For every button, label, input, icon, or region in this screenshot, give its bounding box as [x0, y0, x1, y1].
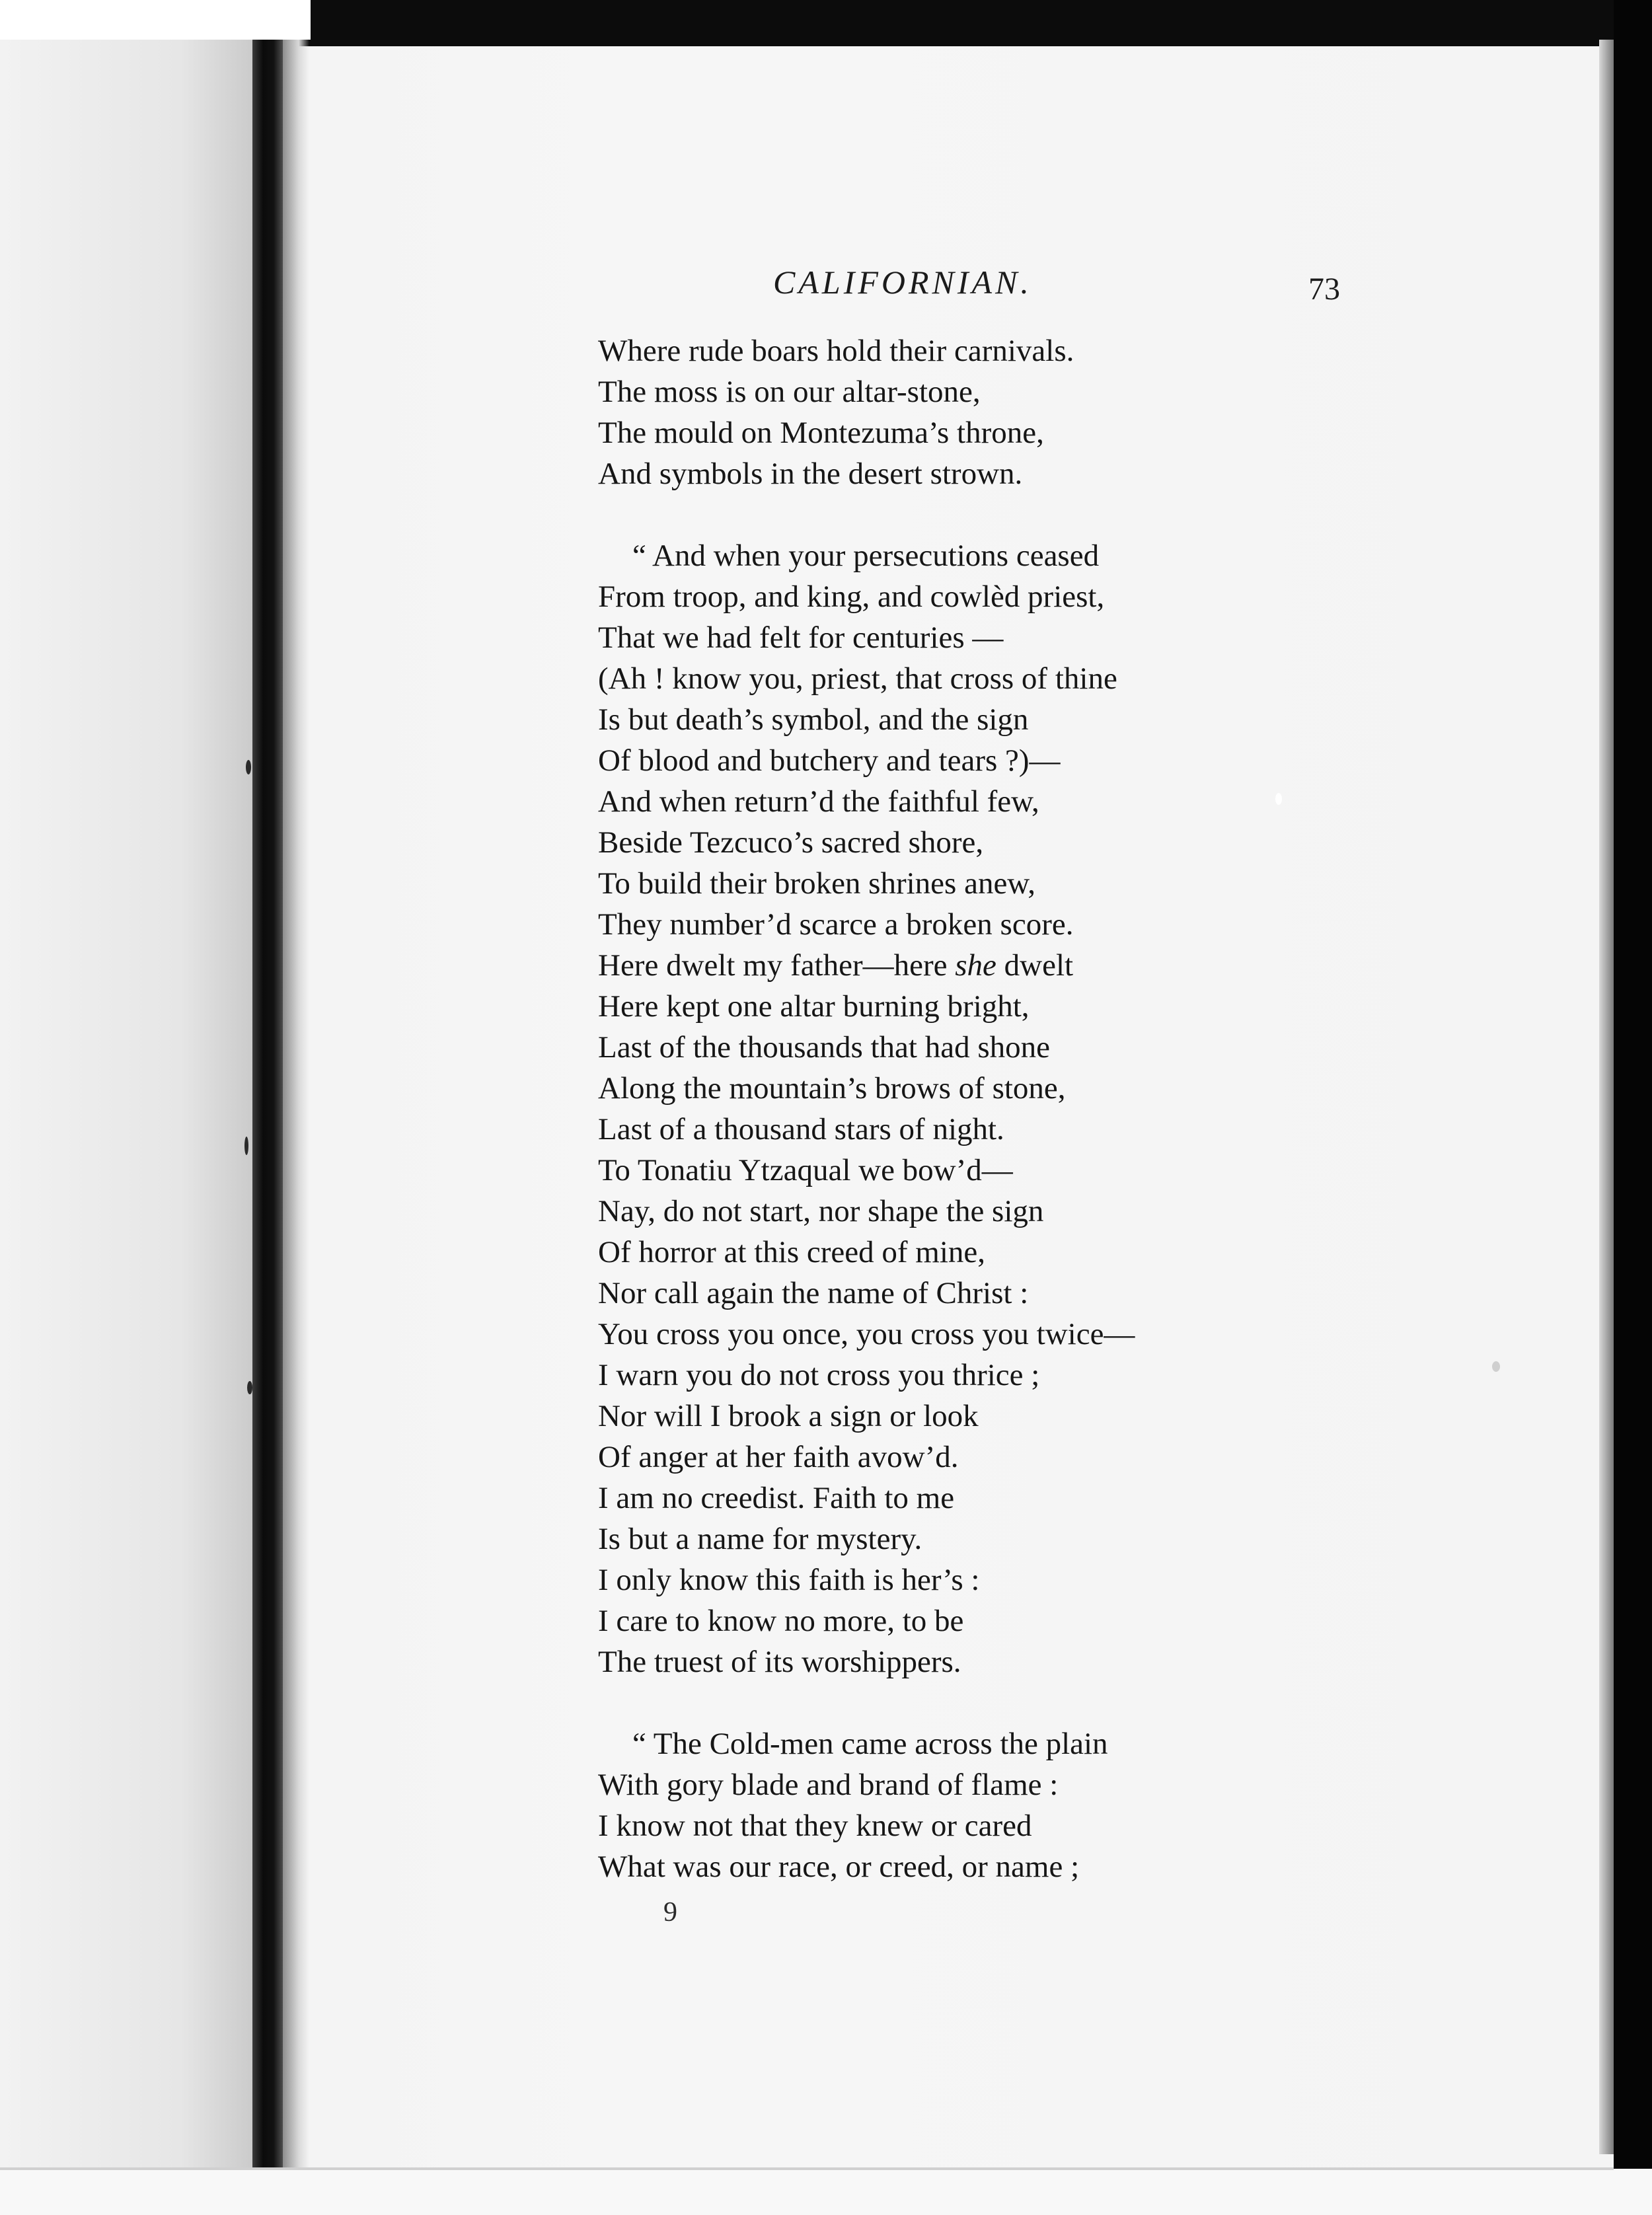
poem-line: I care to know no more, to be: [598, 1604, 964, 1638]
poem-line: And when return’d the faithful few,: [598, 784, 1039, 819]
stanza: [598, 535, 1272, 1682]
poem-line: The moss is on our altar-stone,: [598, 375, 981, 409]
poem-line: Last of the thousands that had shone: [598, 1030, 1050, 1065]
poem-line: I am no creedist. Faith to me: [598, 1481, 955, 1515]
poem-line: The mould on Montezuma’s throne,: [598, 416, 1044, 450]
poem-line: “ And when your persecutions ceased: [632, 539, 1100, 573]
poem-line: [598, 945, 1272, 986]
poem-line: Last of a thousand stars of night.: [598, 1112, 1004, 1146]
scan-right-border: [1614, 0, 1652, 2215]
poem-line: Nor will I brook a sign or look: [598, 1399, 979, 1433]
poem-line: Where rude boars hold their carnivals.: [598, 334, 1074, 368]
poem-line: And symbols in the desert strown.: [598, 457, 1023, 491]
poem-line: What was our race, or creed, or name ;: [598, 1850, 1080, 1884]
poem-line: I only know this faith is her’s :: [598, 1563, 980, 1597]
signature-mark: 9: [663, 1897, 677, 1928]
poem-line: Of blood and butchery and tears ?)—: [598, 743, 1061, 778]
poem-line: Of anger at her faith avow’d.: [598, 1440, 959, 1474]
poem-line: Here kept one altar burning bright,: [598, 989, 1030, 1024]
poem-line: I warn you do not cross you thrice ;: [598, 1358, 1040, 1392]
poem-line: That we had felt for centuries —: [598, 620, 1004, 655]
poem-line: Is but a name for mystery.: [598, 1522, 922, 1556]
page-number: 73: [1308, 272, 1340, 307]
scan-top-margin: [0, 0, 311, 40]
poem-line-emphasis: she: [955, 948, 996, 983]
poem-line-segment: Here dwelt my father—here: [598, 948, 956, 983]
poem-line: “ The Cold-men came across the plain: [632, 1727, 1108, 1761]
gutter-shadow: [283, 40, 309, 2167]
scan-speck: [1275, 793, 1282, 805]
poem-line: From troop, and king, and cowlèd priest,: [598, 580, 1105, 614]
poem-line-segment: dwelt: [996, 948, 1074, 983]
stanza: [598, 1723, 1272, 1887]
scan-bottom-margin: [0, 2169, 1652, 2215]
poem-line: Nay, do not start, nor shape the sign: [598, 1194, 1044, 1228]
book-gutter: [252, 40, 283, 2167]
poem-line: The truest of its worshippers.: [598, 1645, 961, 1679]
poem-line: To Tonatiu Ytzaqual we bow’d—: [598, 1153, 1013, 1187]
running-head: CALIFORNIAN.: [773, 264, 1032, 301]
poem-line: Is but death’s symbol, and the sign: [598, 702, 1029, 737]
poem-line: To build their broken shrines anew,: [598, 866, 1035, 901]
scan-speck: [1492, 1361, 1500, 1372]
poem-line: Along the mountain’s brows of stone,: [598, 1071, 1066, 1106]
poem-line: I know not that they knew or cared: [598, 1809, 1032, 1843]
poem-line: They number’d scarce a broken score.: [598, 907, 1074, 942]
scan-speck: [246, 760, 251, 774]
stanza: [598, 330, 1272, 494]
scan-speck: [247, 1381, 252, 1394]
poem-line: With gory blade and brand of flame :: [598, 1768, 1059, 1802]
poem-line: Beside Tezcuco’s sacred shore,: [598, 825, 984, 860]
poem-text: [598, 330, 1272, 1928]
left-page-edge: [0, 40, 258, 2167]
poem-line: Of horror at this creed of mine,: [598, 1235, 985, 1269]
poem-line: (Ah ! know you, priest, that cross of thine: [598, 661, 1117, 696]
poem-line: Nor call again the name of Christ :: [598, 1276, 1029, 1310]
poem-line: You cross you once, you cross you twice—: [598, 1317, 1135, 1351]
scan-speck: [244, 1137, 248, 1155]
